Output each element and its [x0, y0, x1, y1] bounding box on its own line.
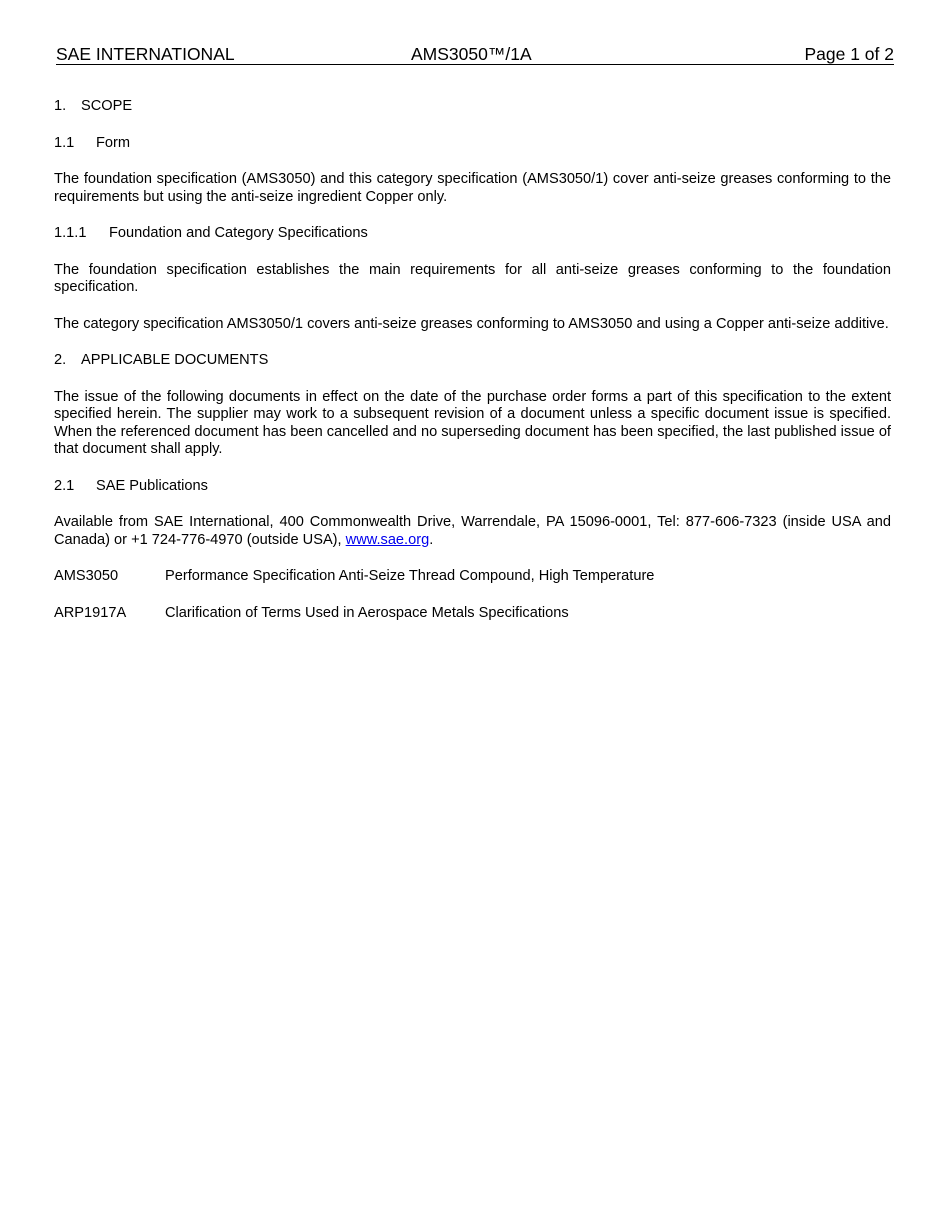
section-title: SCOPE — [81, 98, 133, 114]
section-title: Form — [96, 134, 131, 151]
section-number: 2. — [54, 352, 67, 368]
section-1-1-1-heading — [54, 225, 891, 243]
section-title: APPLICABLE DOCUMENTS — [81, 352, 269, 368]
reference-item — [54, 568, 891, 586]
section-title: SAE Publications — [96, 477, 208, 494]
header-organization: SAE INTERNATIONAL — [56, 44, 235, 64]
section-2-1-heading — [54, 478, 891, 496]
section-number: 1.1 — [54, 134, 75, 151]
header-document-id: AMS3050™/1A — [411, 44, 532, 64]
reference-title: Clarification of Terms Used in Aerospace Metals Specifications — [165, 604, 569, 621]
availability-text: Available from SAE International, 400 Commonwealth Drive, Warrendale, PA 15096-0001, Tel: 877-606-7323 (inside USA and Canada) or +1 724-776-4970 (outside USA), — [54, 514, 891, 548]
section-title: Foundation and Category Specifications — [109, 225, 368, 241]
availability-text-end: . — [429, 531, 434, 548]
reference-code: AMS3050 — [54, 568, 119, 584]
section-1-1-paragraph: The foundation specification (AMS3050) and this category specification (AMS3050/1) cover anti-seize greases conforming to the requirements but using the anti-seize ingredient Copper only. — [54, 171, 891, 205]
reference-code: ARP1917A — [54, 604, 127, 621]
section-1-1-1-paragraph-1: The foundation specification establishes the main requirements for all anti-seize greases conforming to the foundation specification. — [54, 261, 891, 295]
reference-item — [54, 605, 891, 623]
section-1-1-heading — [54, 135, 891, 153]
document-body — [54, 98, 891, 622]
section-2-heading — [54, 352, 891, 370]
section-2-1-paragraph — [54, 514, 891, 549]
section-number: 2.1 — [54, 477, 75, 494]
reference-title: Performance Specification Anti-Seize Thread Compound, High Temperature — [165, 568, 655, 584]
section-2-paragraph: The issue of the following documents in effect on the date of the purchase order forms a part of this specification to the extent specified herein. The supplier may work to a subsequent revision of a document unless a specific document issue is specified. When the referenced document has been cancelled and no superseding document has been specified, the last published issue of that document shall apply. — [54, 388, 891, 457]
section-number: 1.1.1 — [54, 225, 87, 241]
sae-website-link[interactable]: www.sae.org — [345, 531, 430, 548]
section-number: 1. — [54, 98, 67, 114]
section-1-1-1-paragraph-2: The category specification AMS3050/1 covers anti-seize greases conforming to AMS3050 and using a Copper anti-seize additive. — [54, 315, 889, 332]
header-page-number: Page 1 of 2 — [804, 44, 894, 64]
section-1-heading — [54, 98, 891, 116]
page-header — [56, 44, 894, 65]
